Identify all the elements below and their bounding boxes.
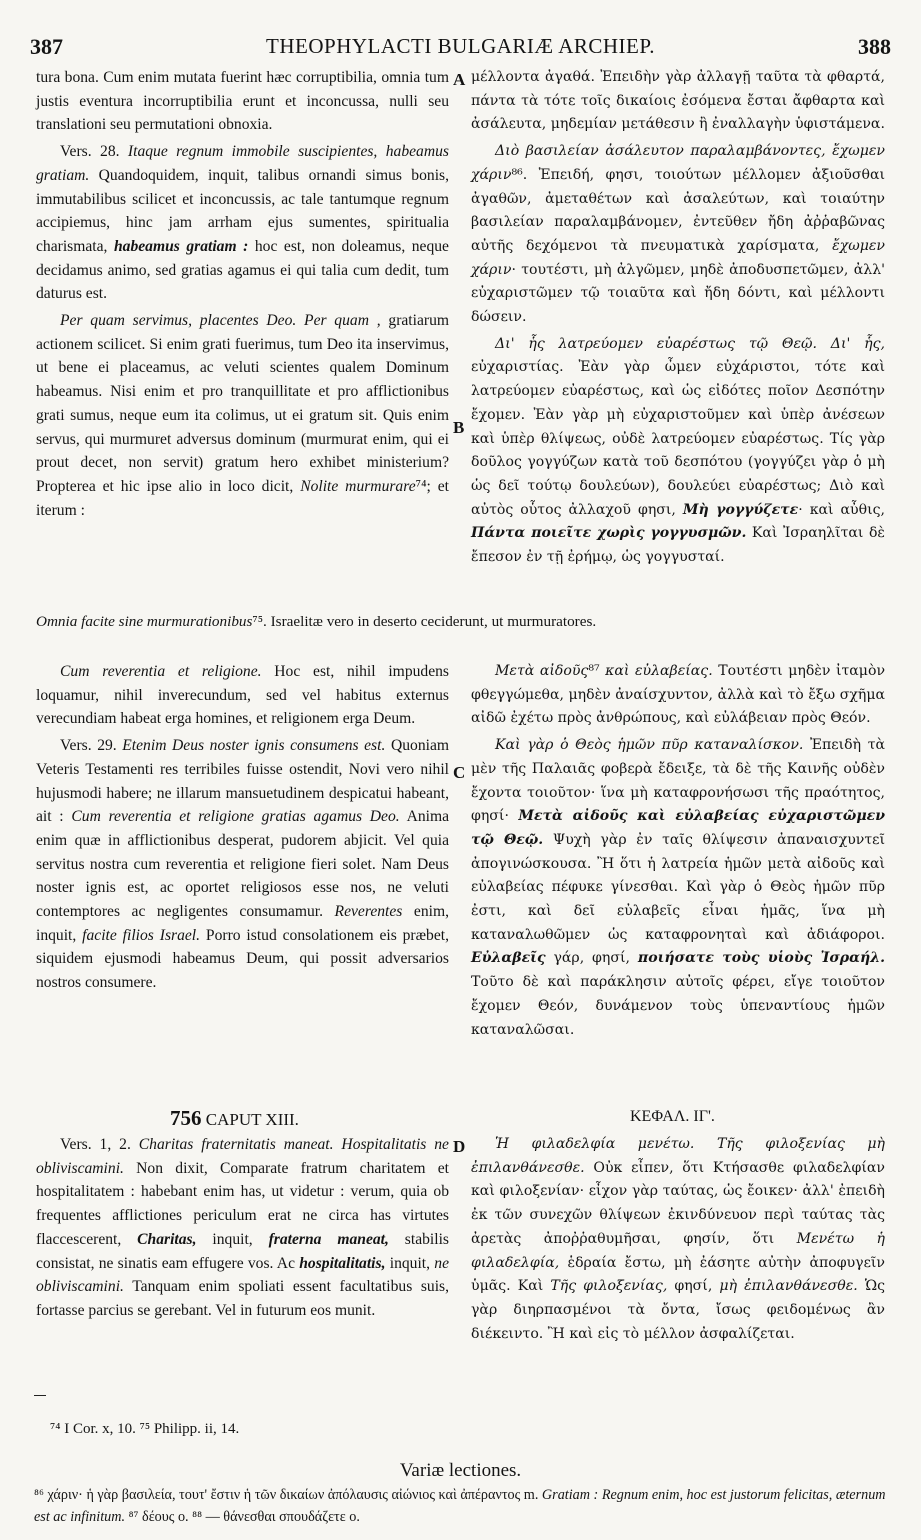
latin-per-quam (36, 309, 449, 522)
greek-verse-29 (471, 734, 885, 1042)
lemma: Μὴ γογγύζετε (682, 501, 799, 518)
commentary-text: γάρ, φησί, (553, 950, 630, 967)
lemma: Cum reverentia et religione gratias agamus Deo. (71, 808, 400, 826)
lemma: Μετὰ αἰδοῦς (495, 663, 589, 679)
greek-column-middle (471, 660, 885, 1042)
lemma: Per quam servimus, placentes Deo. Per quam , (60, 312, 381, 330)
latin-verse-29 (36, 734, 449, 995)
verse-ref: Vers. 29. (60, 737, 117, 755)
commentary-text: inquit, (212, 1230, 253, 1248)
greek-column (471, 66, 885, 570)
lemma: Δι' ἧς λατρεύομεν εὐαρέστως τῷ Θεῷ. Δι' ἧς, (495, 335, 885, 352)
margin-marker-c: C (453, 763, 466, 782)
commentary-text: Hoc est, nihil impudens loquamur, nihil inverecundum, sed vel habitus externus verecundiam habeat erga homines, et religionem erga Deum. (36, 663, 449, 728)
lemma: Etenim Deus noster ignis consumens est. (122, 737, 386, 755)
lemma: Cum reverentia et religione. (60, 663, 262, 680)
lemma: Τῆς φιλοξενίας, (550, 1278, 668, 1295)
lemma: καὶ εὐλαβείας. (605, 663, 713, 679)
page-header (30, 34, 891, 64)
margin-marker-b: B (453, 418, 465, 437)
commentary-text: · τουτέστι, μὴ ἀλγῶμεν, μηδὲ ἀποδυσπετῶμεν, ἀλλ' εὐχαριστῶμεν τῷ τοιαῦτα καὶ ἤδη δόντι, καὶ μέλλοντι δώσειν. (471, 261, 885, 326)
greek-verse-1-2 (471, 1133, 885, 1346)
commentary-text: Tanquam enim spoliati essent facultatibus suis, fortasse parcius se gerebant. Vel in futurum eos munit. (36, 1278, 449, 1319)
greek-di-hes (471, 333, 885, 570)
latin-column-middle (36, 660, 449, 995)
latin-verse-1-2 (36, 1133, 449, 1323)
commentary-text: gratiarum actionem scilicet. Si enim grati fuerimus, tum Deo ita inservimus, ut bene ei placeamus, ac veluti scientes qualem Dominum habeamus. Nisi enim et pro tranquillitate et pro afflictionibus grati sumus, neque eum ita colimus, ut ei gratum sit. Quis enim servus, qui murmuret adversus dominum (murmurat enim, qui ei prout decet, non servit) gratum hero exhibet ministerium? Propterea et hic ipse alio in loco dicit, (36, 312, 450, 495)
caput-label: CAPUT XIII. (205, 1110, 299, 1129)
commentary-text: ; et iterum : (36, 477, 449, 519)
left-page-number: 387 (30, 34, 63, 59)
commentary-text: Quoniam Veteris Testamenti res terribiles fuisse ostendit, Novi vero nihil hujusmodi habere; ne illarum mansuetudinem despicatui habeant, ait : (36, 737, 450, 826)
lemma: ποιήσατε τοὺς υἱοὺς Ἰσραήλ. (637, 950, 885, 967)
spanning-line (36, 610, 886, 634)
footnote-rule (34, 1395, 46, 1396)
margin-marker-d: D (453, 1137, 466, 1156)
lemma: Nolite murmurare (300, 477, 416, 495)
margin-marker-a: A (453, 70, 466, 89)
right-page-number: 388 (858, 34, 891, 59)
commentary-text: Οὐκ εἶπεν, ὅτι Κτήσασθε φιλαδελφίαν καὶ φιλοξενίαν· εἶχον γὰρ ταύτας, ὡς ἔοικεν· ἀλλ' ἐπειδὴ ἐκ τῶν συνεχῶν θλίψεων ἐκινδύνευον περὶ ταύτας τὰς ἀρετὰς ἀποῤῥαθυμῆσαι, φησίν, ὅτι (471, 1159, 885, 1247)
variae-lectiones-heading: Variæ lectiones. (399, 1460, 522, 1481)
lemma: fraterna maneat, (268, 1230, 389, 1248)
variae-lectiones-text (34, 1484, 894, 1528)
lemma: ἔχωμεν χάριν (471, 237, 885, 278)
lemma: μὴ ἐπιλανθάνεσθε. (719, 1278, 858, 1295)
commentary-text: inquit, (389, 1254, 431, 1272)
lemma: Ἡ φιλαδελφία μενέτω. Τῆς φιλοξενίας μὴ ἐπιλανθάνεσθε. (471, 1136, 885, 1176)
verse-ref: Vers. 28. (60, 143, 120, 161)
greek-meta-aidous (471, 660, 885, 731)
lemma: Charitas, (137, 1230, 197, 1248)
commentary-text: Καὶ Ἰσραηλῖται δὲ ἔπεσον ἐν τῇ ἐρήμῳ, ὡς γογγυσταί. (471, 525, 885, 566)
lemma: Διὸ βασιλείαν ἀσάλευτον παραλαμβάνοντες, ἔχωμεν χάριν (471, 143, 885, 183)
lemma: Μενέτω ἡ φιλαδελφία, (471, 1230, 885, 1271)
lemma: Μετὰ αἰδοῦς καὶ εὐλαβείας εὐχαριστῶμεν τῷ Θεῷ. (471, 808, 885, 848)
lemma: facite filios Israel. (82, 926, 201, 944)
commentary-text: φησί, (674, 1278, 713, 1295)
footnote-ref: ⁸⁶ (511, 166, 523, 183)
variant-greek: ⁸⁶ χάριν· ἡ γὰρ βασιλεία, τουτ' ἔστιν ἡ τῶν δικαίων ἀπόλαυσις αἰώνιος καὶ ἀπέραντος m. (34, 1487, 539, 1503)
commentary-text: Ὡς γὰρ διηρπασμένοι τὰ ὄντα, ἴσως φειδομένως ἂν διέκειντο. Ἢ καὶ εἰς τὸ μέλλον ἀσφαλίζεται. (471, 1278, 885, 1342)
footnote-ref: ⁷⁴ (415, 477, 427, 495)
latin-column-bottom (36, 1133, 449, 1323)
greek-verse-28 (471, 140, 885, 330)
commentary-text: Porro istud consolationem eis præbet, siquidem ejusmodi habeamus Deum, qui possit adversarios nostros consumere. (36, 926, 449, 992)
commentary-text: Τοῦτο δὲ καὶ παράκλησιν αὐτοῖς φέρει, εἴγε τοιοῦτον ἔχομεν Θεόν, δυνάμενον τοὺς ὑπεναντίους ἡμῶν καταναλῶσαι. (471, 974, 885, 1038)
commentary-text: Non dixit, Comparate fratrum charitatem et hospitalitatem : habebant enim has, ut videtur : verum, quia ob frequentes afflictiones periculum erat ne circa has virtutes flaccescerent, (36, 1159, 449, 1248)
lemma: ne obliviscamini. (36, 1254, 449, 1296)
commentary-text: Τουτέστι μηδὲν ἰταμὸν φθεγγώμεθα, μηδὲν ἀναίσχυντον, ἀλλὰ καὶ τὸ ἔξω σχῆμα αἰδῶ ἐχέτω πρὸς ἀνθρώπους, καὶ εὐλάβειαν πρὸς Θεόν. (471, 663, 886, 727)
lemma: hospitalitatis, (299, 1254, 386, 1272)
lemma: Omnia facite sine murmurationibus (36, 613, 253, 630)
commentary-text: Ἐπειδὴ τὰ μὲν τῆς Παλαιᾶς φοβερὰ ἔδειξε, τὰ δὲ τῆς Καινῆς οὐδὲν ἔχοντα τοιοῦτον· ἵνα μὴ καταφρονήσωσι τῆς πραότητος, φησί· (471, 737, 886, 825)
commentary-text: εὐχαριστίας. Ἐὰν γὰρ ὦμεν εὐχάριστοι, τότε καὶ λατρεύομεν εὐαρέστως, καὶ ὡς εἰδότες ποῖον Δεσπότην ἔχομεν. Ἐὰν γὰρ μὴ εὐχαριστοῦμεν καὶ ὑπὲρ ἀνέσεων καὶ ὑπὲρ θλίψεως, οὐδὲ λατρεύομεν εὐαρέστως. Τίς γὰρ δοῦλος γογγύζων κατὰ τοῦ δεσπότου (γογγύζει γὰρ ὁ μὴ ὡς δεῖ τούτῳ δουλεύων), δουλεύει εὐαρέστως; Διὸ καὶ αὐτὸς οὗτος ἀλλαχοῦ φησι, (471, 359, 885, 518)
latin-verse-28 (36, 140, 449, 306)
commentary-text: . Israelitæ vero in deserto ceciderunt, ut murmuratores. (263, 613, 597, 630)
commentary-text: . Ἐπειδή, φησι, τοιούτων μέλλομεν ἀξιοῦσθαι ἀγαθῶν, ἀμεταθέτων καὶ ἀσαλεύτων, καὶ τοιαύτην βασιλείαν παραλαμβάνομεν, ἐντεῦθεν ἤδη ἀῤῥαβῶνας αὐτῆς δεχόμενοι τὰ πνευματικὰ χαρίσματα, (471, 166, 885, 254)
spanning-text (36, 610, 886, 634)
variant-greek-2: ⁸⁷ δέους o. ⁸⁸ — θάνεσθαι σπουδάζετε o. (128, 1509, 360, 1525)
commentary-text: · καὶ αὖθις, (798, 501, 885, 518)
variant-latin: Gratiam : Regnum enim, hoc est justorum felicitas, æternum est ac infinitum. (34, 1487, 886, 1525)
chapter-heading-greek: ΚΕΦΑΛ. ΙΓ'. (630, 1108, 715, 1125)
commentary-text: hoc est, non doleamus, neque decidamus animo, sed gratias agamus ei qui talia cum dedit, tum daturus est. (36, 237, 449, 303)
lemma: Πάντα ποιεῖτε χωρὶς γογγυσμῶν. (471, 525, 747, 542)
latin-column (36, 66, 449, 522)
lemma: Itaque regnum immobile suscipientes, habeamus gratiam. (36, 143, 449, 184)
column-number: 756 (170, 1106, 202, 1130)
commentary-text: enim, inquit, (36, 903, 449, 944)
lemma: Reverentes (334, 903, 403, 921)
commentary-text: Anima enim quæ in afflictionibus desperat, pudorem abjicit. Vel quia servitus nostra cum reverentia et religione fieri solet. Nam Deus noster ignis est, ac oportet religiosos esse nos, ne veluti contemptores ac negligentes consumamur. (36, 808, 450, 921)
footnote-ref: ⁸⁷ (588, 663, 600, 679)
footnote-ref: ⁷⁵ (252, 613, 264, 630)
latin-paragraph: tura bona. Cum enim mutata fuerint hæc corruptibilia, omnia tum justis eventura incorruptibilia erunt et inconcussa, nulli seu translationi seu permutationi obnoxia. (36, 69, 449, 134)
footnotes: ⁷⁴ I Cor. x, 10. ⁷⁵ Philipp. ii, 14. (50, 1421, 240, 1437)
chapter-heading-latin (170, 1106, 299, 1131)
lemma: Εὐλαβεῖς (471, 950, 546, 967)
greek-column-bottom (471, 1133, 885, 1346)
commentary-text: ἑδραία ἔστω, μὴ ἐάσητε αὐτὴν ἀποφυγεῖν ὑμᾶς. Καὶ (471, 1254, 885, 1295)
commentary-text: Quandoquidem, inquit, talibus ornandi simus bonis, immutabilibus scilicet et inconcussis, ac tale tantumque regnum accipiemus, hinc jam arrham ejus sumentes, spiritualia charismata, (36, 166, 449, 255)
greek-paragraph: μέλλοντα ἀγαθά. Ἐπειδὴν γὰρ ἀλλαγῇ ταῦτα τὰ φθαρτά, πάντα τὰ τότε τοῖς δικαίοις ἐσόμενα ἔσται ἄφθαρτα καὶ ἀσάλευτα, μηδεμίαν μετάθεσιν ἢ ἐναλλαγὴν ὑφιστάμενα. (471, 69, 885, 133)
lemma: Charitas fraternitatis maneat. Hospitalitatis ne obliviscamini. (36, 1136, 449, 1177)
verse-ref: Vers. 1, 2. (60, 1136, 131, 1153)
latin-reverentia (36, 660, 449, 731)
lemma: habeamus gratiam : (113, 237, 249, 255)
commentary-text: Ψυχὴ γὰρ ἐν ταῖς θλίψεσιν ἀπαναισχυντεῖ ἀπογινώσκουσα. Ἢ ὅτι ἡ λατρεία ἡμῶν μετὰ αἰδοῦς καὶ εὐλαβείας πέφυκε γίνεσθαι. Καὶ γὰρ ὁ Θεὸς ἡμῶν πῦρ ἐστι, καὶ δεῖ εὐλαβεῖς εἶναι ἡμᾶς, ἵνα μὴ καταναλωθῶμεν ὡς καταφρονηταὶ καὶ ἀδιάφοροι. (471, 831, 886, 943)
running-title: THEOPHYLACTI BULGARIÆ ARCHIEP. (266, 34, 655, 58)
commentary-text: stabilis consistat, ne sinatis eam effugere vos. Ac (36, 1230, 449, 1272)
lemma: Καὶ γὰρ ὁ Θεὸς ἡμῶν πῦρ καταναλίσκον. (495, 737, 804, 754)
